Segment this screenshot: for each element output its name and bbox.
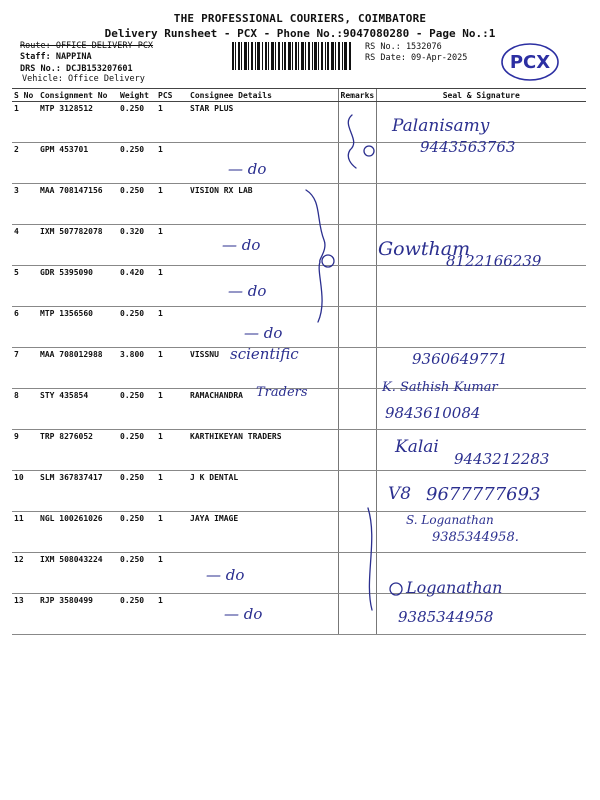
row7-phone: 9360649771 [412, 350, 508, 368]
cell-weight: 3.800 [118, 348, 156, 389]
row1-phone: 9443563763 [420, 138, 516, 156]
company-title: THE PROFESSIONAL COURIERS, COIMBATORE [173, 12, 427, 25]
cell-sno: 3 [12, 184, 38, 225]
cell-pcs: 1 [156, 102, 188, 143]
cell-consignee: VISION RX LAB [188, 184, 338, 225]
cell-pcs: 1 [156, 348, 188, 389]
cell-consignment: MTP 3128512 [38, 102, 118, 143]
row1-signature: Palanisamy [392, 116, 490, 136]
cell-pcs: 1 [156, 143, 188, 184]
cell-weight: 0.420 [118, 266, 156, 307]
drs-number: DRS No.: DCJB153207601 [20, 64, 133, 74]
row4-phone: 8122166239 [446, 252, 542, 270]
stamp-text: PCX [509, 52, 551, 73]
col-remarks: Remarks [338, 89, 376, 102]
cell-sno: 6 [12, 307, 38, 348]
row13-phone: 9385344958 [398, 608, 494, 626]
cell-consignment: IXM 508043224 [38, 553, 118, 594]
cell-weight: 0.250 [118, 594, 156, 635]
cell-consignment: SLM 367837417 [38, 471, 118, 512]
cell-pcs: 1 [156, 307, 188, 348]
row10-phone: 9677777693 [426, 484, 541, 505]
rows11-13-brace-stroke [368, 508, 372, 610]
row9-phone: 9443212283 [454, 450, 550, 468]
rs-date: RS Date: 09-Apr-2025 [365, 53, 468, 63]
col-sno: S No [12, 89, 38, 102]
cell-consignment: RJP 3580499 [38, 594, 118, 635]
rs-number: RS No.: 1532076 [365, 42, 442, 52]
cell-consignment: GDR 5395090 [38, 266, 118, 307]
rows3-6-brace-stroke [306, 190, 325, 322]
col-seal-signature: Seal & Signature [376, 89, 586, 102]
cell-consignment: GPM 453701 [38, 143, 118, 184]
route-field: Route: OFFICE DELIVERY PCX [20, 41, 154, 51]
row2-ditto: — do [228, 160, 267, 178]
cell-pcs: 1 [156, 471, 188, 512]
row8-name: K. Sathish Kumar [382, 380, 498, 395]
cell-consignee: STAR PLUS [188, 102, 338, 143]
cell-consignee: VISSNU [188, 348, 338, 389]
row13-ditto: — do [224, 605, 263, 623]
cell-sno: 10 [12, 471, 38, 512]
cell-weight: 0.250 [118, 512, 156, 553]
cell-sno: 1 [12, 102, 38, 143]
cell-consignment: MTP 1356560 [38, 307, 118, 348]
cell-weight: 0.250 [118, 553, 156, 594]
cell-weight: 0.250 [118, 430, 156, 471]
cell-consignee: JAYA IMAGE [188, 512, 338, 553]
cell-sno: 4 [12, 225, 38, 266]
cell-pcs: 1 [156, 553, 188, 594]
cell-sno: 2 [12, 143, 38, 184]
cell-weight: 0.250 [118, 143, 156, 184]
rows3-6-circle-mark [322, 255, 334, 267]
cell-pcs: 1 [156, 266, 188, 307]
row4-ditto: — do [222, 236, 261, 254]
cell-consignment: TRP 8276052 [38, 430, 118, 471]
cell-weight: 0.250 [118, 389, 156, 430]
cell-sno: 13 [12, 594, 38, 635]
row11-phone: 9385344958. [432, 530, 519, 545]
cell-weight: 0.250 [118, 307, 156, 348]
cell-pcs: 1 [156, 594, 188, 635]
row8-phone: 9843610084 [385, 404, 481, 422]
cell-consignment: MAA 708147156 [38, 184, 118, 225]
row8-consignee-handwritten: Traders [256, 385, 308, 400]
cell-consignment: IXM 507782078 [38, 225, 118, 266]
row4-signature: Gowtham [378, 238, 471, 260]
cell-consignment: NGL 100261026 [38, 512, 118, 553]
cell-pcs: 1 [156, 389, 188, 430]
row13-circle-mark [390, 583, 402, 595]
row11-name: S. Loganathan [406, 513, 494, 527]
col-pcs: PCS [156, 89, 188, 102]
vehicle-field: Vehicle: Office Delivery [22, 74, 145, 84]
row7-consignee-handwritten: scientific [230, 345, 299, 363]
col-weight: Weight [118, 89, 156, 102]
row5-ditto: — do [228, 282, 267, 300]
cell-consignee: J K DENTAL [188, 471, 338, 512]
cell-pcs: 1 [156, 430, 188, 471]
cell-consignee: RAMACHANDRA [188, 389, 338, 430]
cell-weight: 0.250 [118, 102, 156, 143]
row1-brace-stroke [348, 115, 356, 168]
row10-signature: V8 [388, 484, 412, 504]
cell-sno: 5 [12, 266, 38, 307]
cell-weight: 0.250 [118, 184, 156, 225]
runsheet-title: Delivery Runsheet - PCX - Phone No.:9047080280 - Page No.:1 [104, 27, 496, 40]
cell-pcs: 1 [156, 225, 188, 266]
cell-pcs: 1 [156, 512, 188, 553]
col-consignee: Consignee Details [188, 89, 338, 102]
cell-consignment: STY 435854 [38, 389, 118, 430]
staff-field: Staff: NAPPINA [20, 52, 92, 62]
cell-pcs: 1 [156, 184, 188, 225]
row1-circle-mark [364, 146, 374, 156]
cell-consignee: KARTHIKEYAN TRADERS [188, 430, 338, 471]
cell-sno: 9 [12, 430, 38, 471]
row6-ditto: — do [244, 324, 283, 342]
row9-signature: Kalai [395, 437, 439, 457]
row13-name: Loganathan [406, 578, 503, 597]
row12-ditto: — do [206, 566, 245, 584]
cell-sno: 8 [12, 389, 38, 430]
cell-sno: 7 [12, 348, 38, 389]
cell-sno: 12 [12, 553, 38, 594]
cell-weight: 0.250 [118, 471, 156, 512]
cell-sno: 11 [12, 512, 38, 553]
cell-consignment: MAA 708012988 [38, 348, 118, 389]
cell-weight: 0.320 [118, 225, 156, 266]
col-consignment: Consignment No [38, 89, 118, 102]
